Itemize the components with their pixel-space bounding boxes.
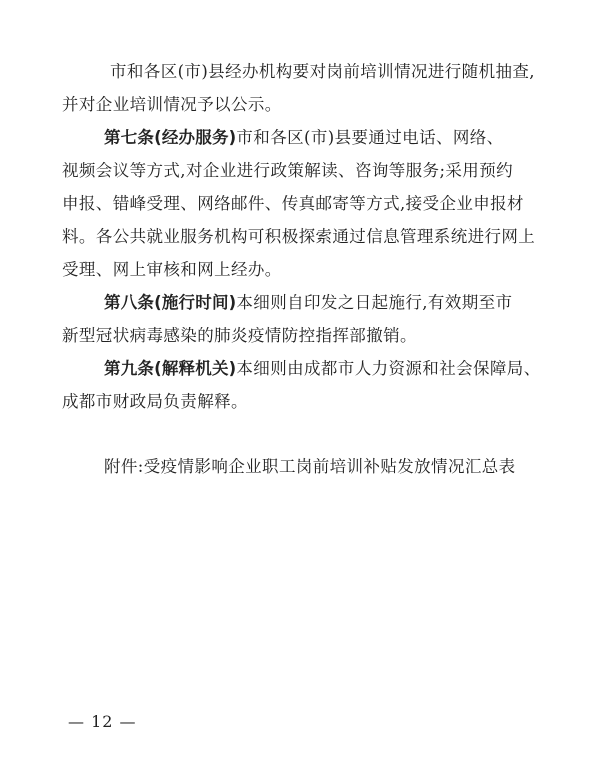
article-7-text: 市和各区(市)县要通过电话、网络、 [236, 128, 504, 147]
text-line-5: 申报、错峰受理、网络邮件、传真邮寄等方式,接受企业申报材 [62, 194, 524, 213]
article-8-paragraph-start [104, 293, 512, 313]
attachment-note: 附件:受疫情影响企业职工岗前培训补贴发放情况汇总表 [104, 457, 516, 476]
text-line-11: 成都市财政局负责解释。 [62, 392, 248, 411]
article-9-heading: 第九条(解释机关) [104, 359, 237, 378]
text-line-7: 受理、网上审核和网上经办。 [62, 260, 282, 279]
article-8-heading: 第八条(施行时间) [104, 293, 237, 312]
text-line-4: 视频会议等方式,对企业进行政策解读、咨询等服务;采用预约 [62, 161, 514, 180]
article-7-heading: 第七条(经办服务) [104, 128, 237, 147]
text-line-2: 并对企业培训情况予以公示。 [62, 95, 282, 114]
article-8-text: 本细则自印发之日起施行,有效期至市 [236, 293, 513, 312]
article-7-paragraph-start [104, 128, 504, 148]
article-9-text: 本细则由成都市人力资源和社会保障局、 [236, 359, 541, 378]
article-9-paragraph-start [104, 359, 541, 379]
text-line-9: 新型冠状病毒感染的肺炎疫情防控指挥部撤销。 [62, 326, 417, 345]
text-line-6: 料。各公共就业服务机构可积极探索通过信息管理系统进行网上 [62, 227, 536, 246]
page-number: — 12 — [68, 712, 137, 731]
text-line-1: 市和各区(市)县经办机构要对岗前培训情况进行随机抽查, [110, 62, 535, 81]
